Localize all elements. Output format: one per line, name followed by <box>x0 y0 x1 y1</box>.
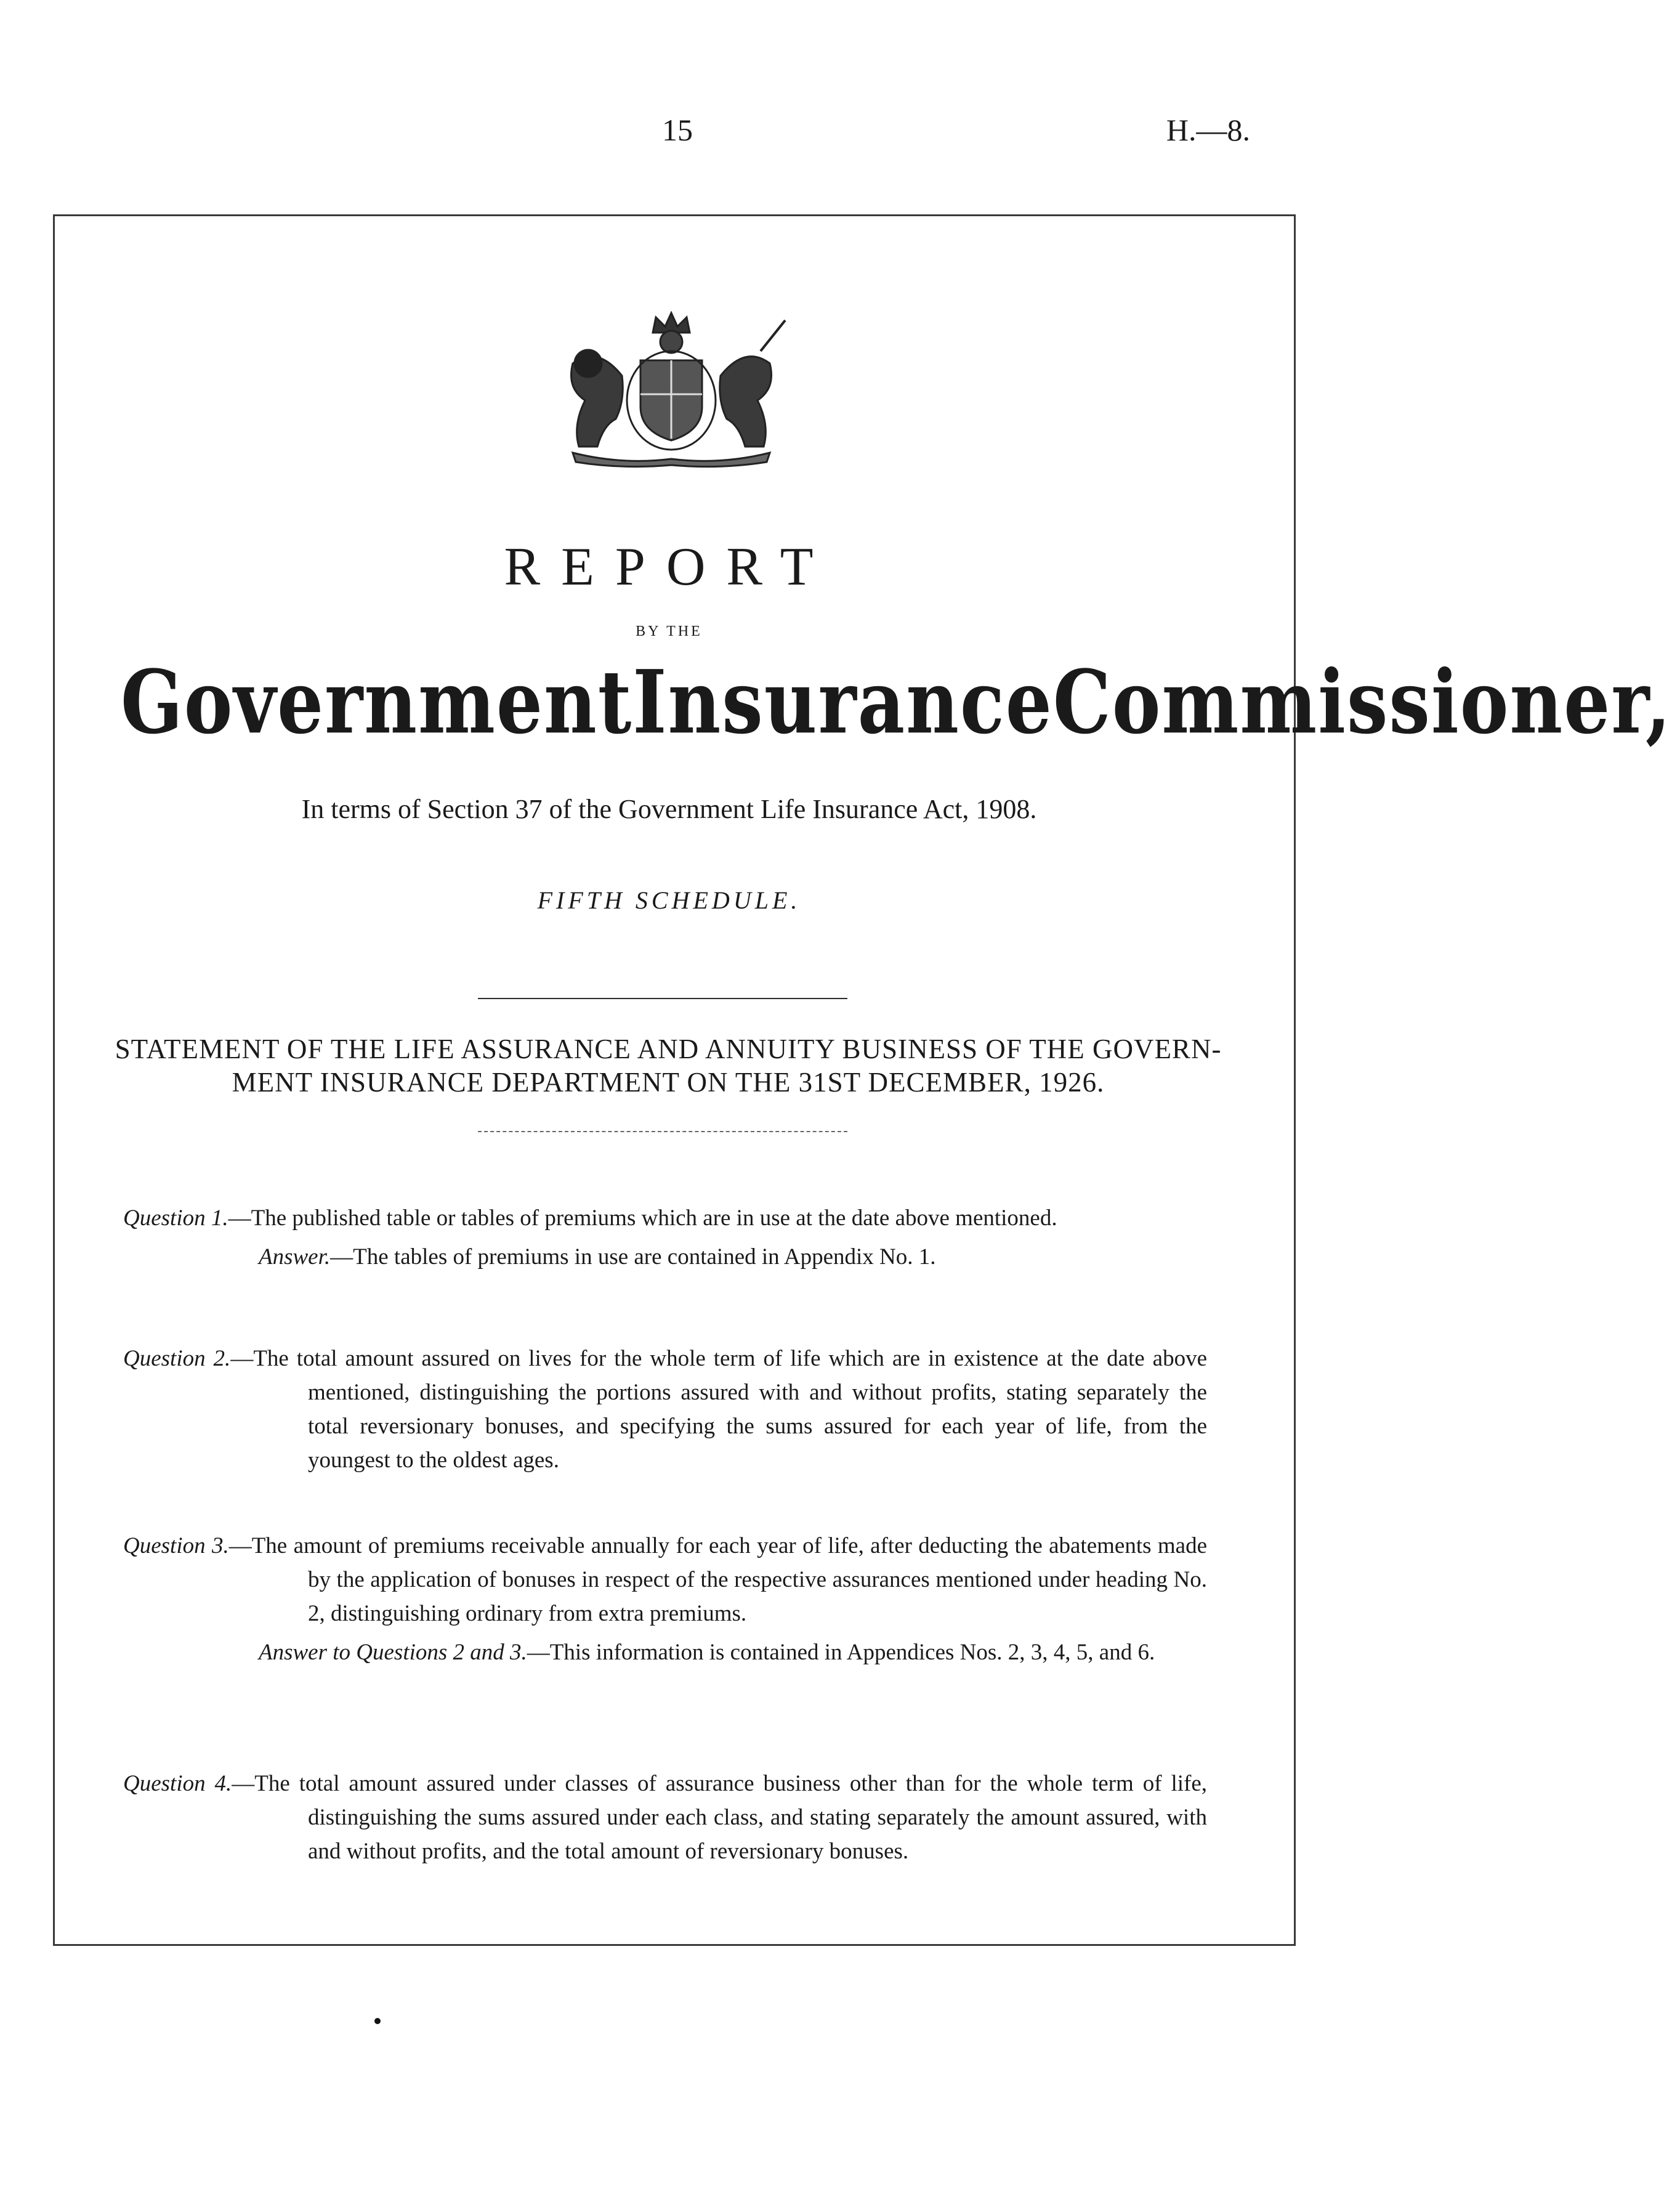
question-body: —The published table or tables of premiums which are in use at the date above mentioned. <box>228 1205 1057 1231</box>
question-label: Question 4. <box>123 1771 232 1796</box>
question-block <box>123 1529 1207 1669</box>
question-body: —The total amount assured on lives for the whole term of life which are in existence at the date above mentioned, distinguishing the portions assured with and without profits, stating separately the total reversionary bonuses, and specifying the sums assured for each year of life, from the youngest to the oldest ages. <box>230 1346 1207 1473</box>
answer-body: —The tables of premiums in use are contained in Appendix No. 1. <box>330 1244 936 1270</box>
commissioner-word: Commissioner, <box>1052 650 1672 753</box>
question-text <box>123 1767 1207 1868</box>
statement-line: STATEMENT OF THE LIFE ASSURANCE AND ANNUITY BUSINESS OF THE GOVERN- <box>115 1034 1222 1064</box>
question-text <box>123 1342 1207 1477</box>
answer-label: Answer. <box>259 1244 331 1270</box>
question-block <box>123 1201 1207 1274</box>
statement-line: MENT INSURANCE DEPARTMENT ON THE 31ST DECEMBER, 1926. <box>232 1067 1105 1098</box>
question-body: —The total amount assured under classes of assurance business other than for the whole term of life, distinguishing the sums assured under each class, and stating separately the amount assured, with and without profits, and the total amount of reversionary bonuses. <box>232 1771 1207 1864</box>
answer-text <box>123 1635 1207 1669</box>
answer-body: —This information is contained in Appendices Nos. 2, 3, 4, 5, and 6. <box>527 1640 1155 1665</box>
answer-text <box>123 1240 1207 1274</box>
question-body: —The amount of premiums receivable annually for each year of life, after deducting the abatements made by the application of bonuses in respect of the respective assurances mentioned under heading No. 2, distinguishing ordinary from extra premiums. <box>228 1533 1207 1626</box>
report-title: REPORT <box>504 537 834 597</box>
divider <box>478 998 847 999</box>
commissioner-word: Government <box>121 650 633 753</box>
divider <box>478 1131 847 1132</box>
question-block <box>123 1767 1207 1868</box>
act-reference: In terms of Section 37 of the Government Life Insurance Act, 1908. <box>301 794 1037 824</box>
question-block <box>123 1342 1207 1477</box>
answer-label: Answer to Questions 2 and 3. <box>259 1640 527 1665</box>
statement-heading <box>105 1032 1232 1099</box>
question-label: Question 2. <box>123 1346 231 1371</box>
commissioner-title <box>121 650 1672 753</box>
page-number: 15 <box>662 113 693 147</box>
question-text <box>123 1201 1207 1235</box>
ink-dot <box>374 2018 381 2024</box>
by-the-label: BY THE <box>636 623 703 639</box>
royal-coat-of-arms-icon <box>548 308 794 468</box>
schedule-heading: FIFTH SCHEDULE. <box>537 886 801 914</box>
commissioner-word: Insurance <box>632 650 1053 753</box>
question-text <box>123 1529 1207 1631</box>
document-reference: H.—8. <box>1166 113 1250 147</box>
question-label: Question 3. <box>123 1533 229 1558</box>
question-label: Question 1. <box>123 1205 228 1231</box>
